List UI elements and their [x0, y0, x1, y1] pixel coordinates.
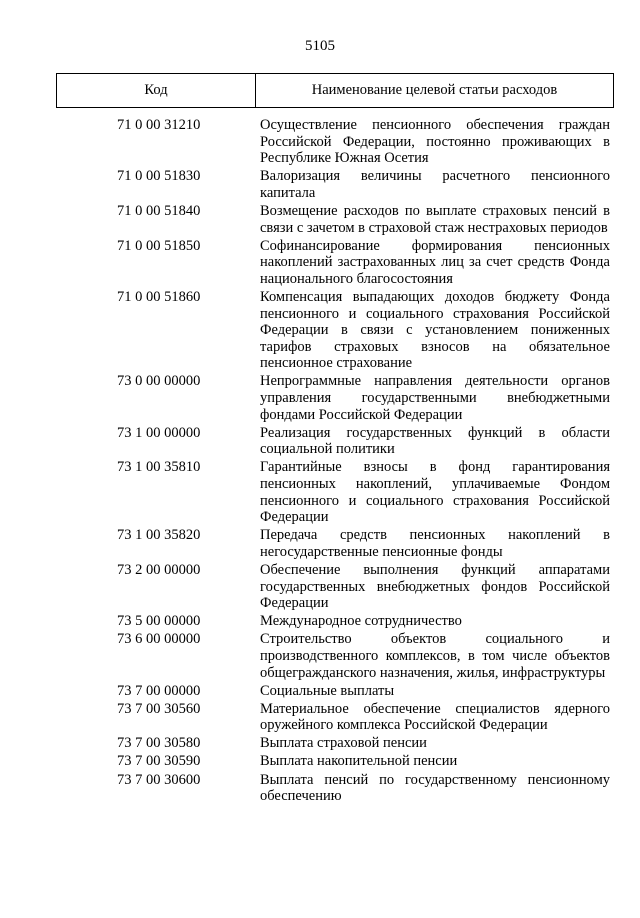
row-description: Строительство объектов социального и производственного комплексов, в том числе объектов общегражданского назначения, жилья, инфраструктуры [260, 631, 610, 681]
row-code: 73 2 00 00000 [117, 561, 201, 578]
row-code: 71 0 00 31210 [117, 117, 201, 133]
row-description: Софинансирование формирования пенсионных накоплений застрахованных лиц за счет средств Фонда национального благосостояния [260, 237, 610, 287]
row-code: 73 0 00 00000 [117, 373, 201, 390]
table-row [0, 631, 640, 681]
row-code: 73 7 00 00000 [117, 682, 201, 699]
row-description: Выплата накопительной пенсии [260, 753, 458, 770]
row-description: Социальные выплаты [260, 682, 395, 699]
row-code: 73 6 00 00000 [117, 631, 201, 648]
table-row [0, 735, 640, 752]
table-row [0, 425, 640, 458]
row-description: Выплата пенсий по государственному пенсионному обеспечению [260, 771, 610, 805]
row-description: Материальное обеспечение специалистов ядерного оружейного комплекса Российской Федерации [260, 700, 610, 734]
table-row [0, 772, 640, 805]
table-header [56, 73, 614, 108]
code-column-header: Код [57, 74, 256, 107]
table-row [0, 701, 640, 734]
row-code: 71 0 00 51840 [117, 202, 201, 219]
table-row [0, 527, 640, 560]
table-row [0, 562, 640, 612]
table-row [0, 753, 640, 770]
table-row [0, 117, 640, 167]
row-description: Реализация государственных функций в области социальной политики [260, 424, 610, 458]
row-code: 73 5 00 00000 [117, 613, 201, 630]
row-code: 71 0 00 51860 [117, 288, 201, 305]
row-description: Компенсация выпадающих доходов бюджету Фонда пенсионного и социального страхования Российской Федерации в связи с установлением пониженных тарифов страховых взносов на обязательное пенсионное страхование [260, 288, 610, 372]
name-column-header: Наименование целевой статьи расходов [311, 82, 558, 98]
table-row [0, 289, 640, 372]
row-description: Обеспечение выполнения функций аппаратами государственных внебюджетных фондов Российской Федерации [260, 561, 610, 612]
row-description: Выплата страховой пенсии [260, 735, 427, 752]
row-code: 73 7 00 30600 [117, 771, 201, 788]
table-row [0, 203, 640, 236]
table-row [0, 459, 640, 525]
row-description: Непрограммные направления деятельности органов управления государственными внебюджетными фондами Российской Федерации [260, 373, 610, 423]
table-row [0, 683, 640, 700]
row-description: Гарантийные взносы в фонд гарантирования пенсионных накоплений, уплачиваемые Фондом пенсионного и социального страхования Российской Федерации [260, 459, 610, 526]
table-row [0, 373, 640, 423]
row-code: 73 1 00 00000 [117, 424, 201, 441]
row-description: Международное сотрудничество [260, 613, 462, 630]
row-description: Передача средств пенсионных накоплений в негосударственные пенсионные фонды [260, 527, 610, 560]
row-description: Осуществление пенсионного обеспечения граждан Российской Федерации, постоянно проживающих в Республике Южная Осетия [260, 117, 610, 167]
table-row [0, 168, 640, 201]
row-code: 71 0 00 51850 [117, 237, 201, 254]
row-description: Возмещение расходов по выплате страховых пенсий в связи с зачетом в страховой стаж нестраховых периодов [260, 202, 610, 236]
row-code: 73 7 00 30590 [117, 753, 201, 770]
row-code: 73 7 00 30560 [117, 700, 201, 717]
page-number: 5105 [305, 38, 335, 54]
row-code: 73 1 00 35820 [117, 527, 201, 544]
row-code: 71 0 00 51830 [117, 168, 201, 185]
row-code: 73 7 00 30580 [117, 735, 201, 752]
row-description: Валоризация величины расчетного пенсионного капитала [260, 168, 610, 201]
table-body [0, 117, 640, 805]
table-row [0, 238, 640, 288]
table-row [0, 613, 640, 630]
row-code: 73 1 00 35810 [117, 459, 201, 476]
